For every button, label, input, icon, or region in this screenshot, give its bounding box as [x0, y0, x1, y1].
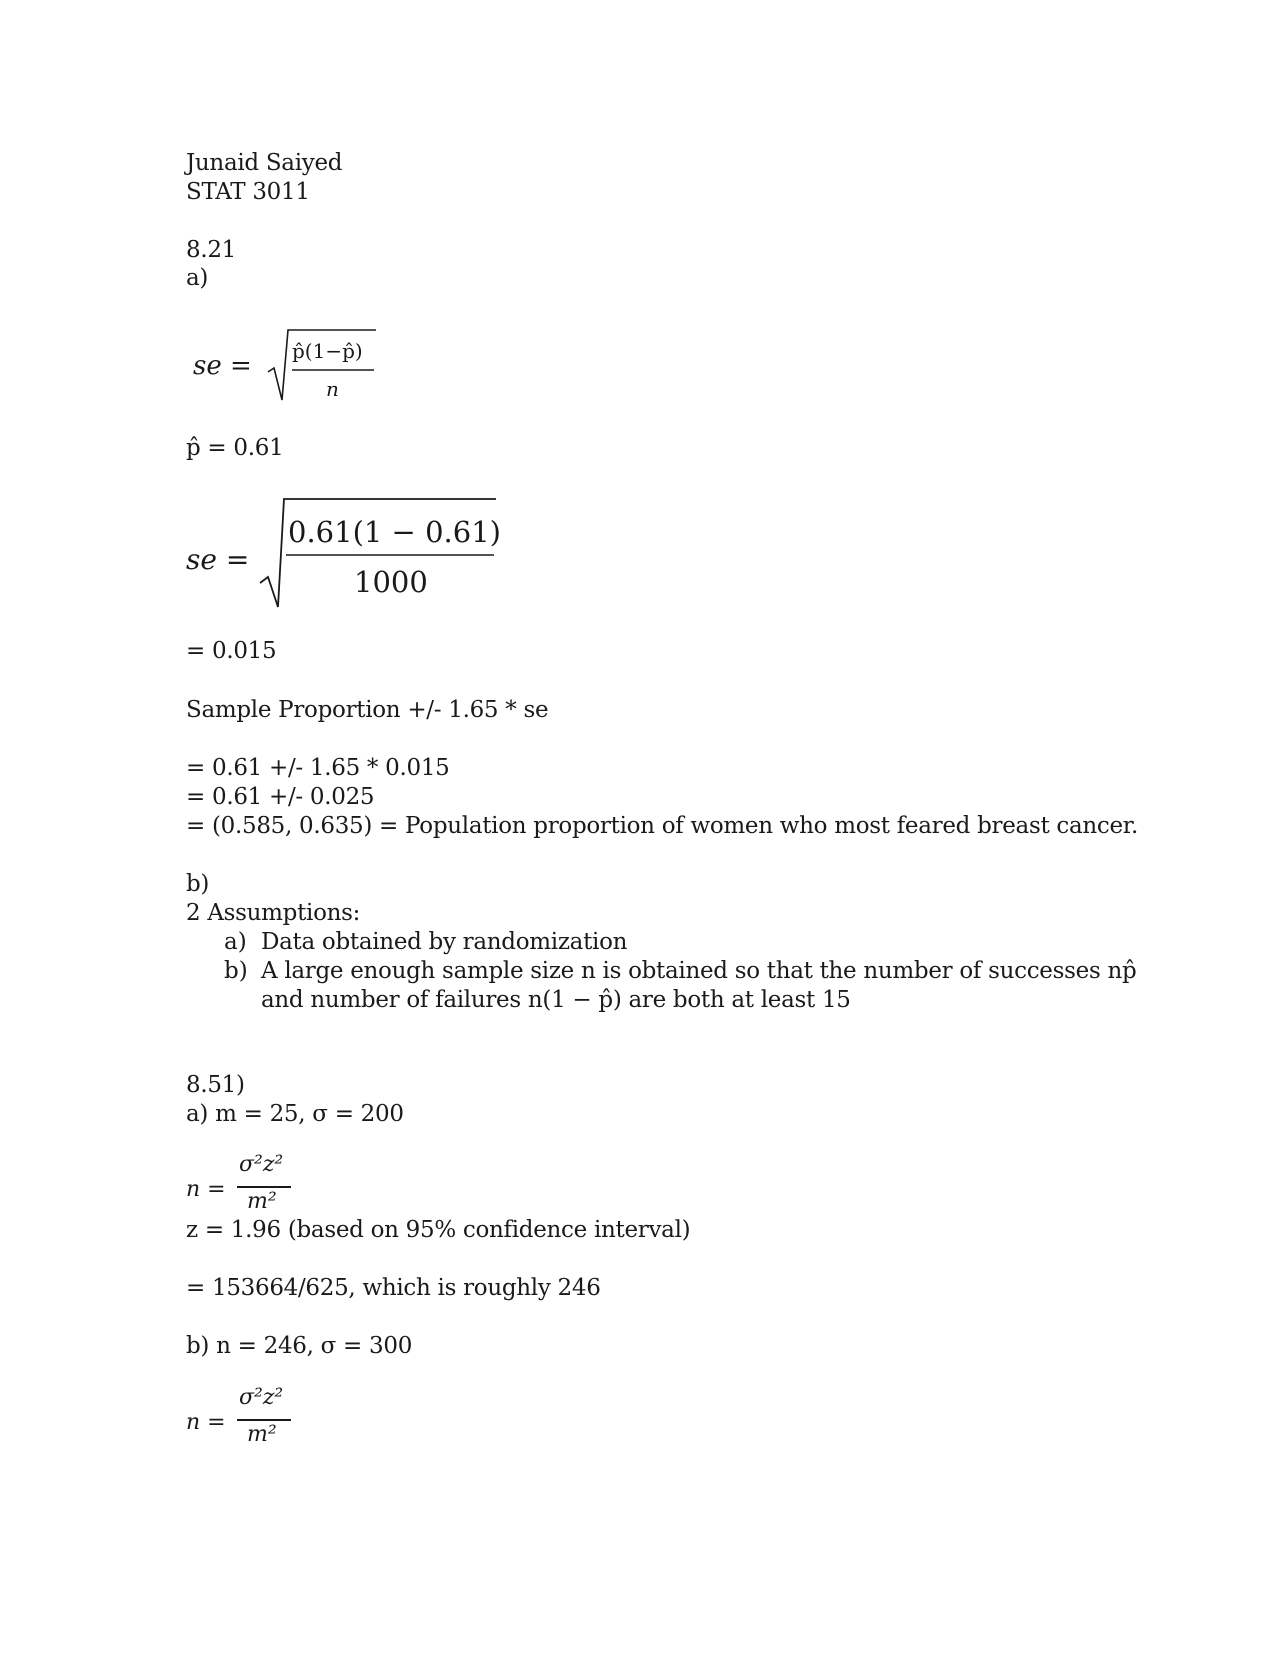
- phat-value: p̂ = 0.61: [186, 435, 284, 461]
- list-item-continuation: and number of failures n(1 − p̂) are both at least 15: [261, 987, 851, 1013]
- sqrt-symbol: [266, 326, 378, 404]
- author-name: Junaid Saiyed: [186, 150, 343, 176]
- ci-formula: Sample Proportion +/- 1.65 * se: [186, 697, 549, 723]
- ci-step: = 0.61 +/- 0.025: [186, 784, 375, 810]
- se-sub-lhs: se =: [186, 543, 250, 576]
- given-values: b) n = 246, σ = 300: [186, 1333, 413, 1359]
- n-formula-denominator: m²: [247, 1422, 277, 1447]
- fraction-bar: [237, 1186, 291, 1188]
- n-formula-numerator: σ²z²: [239, 1152, 284, 1177]
- course-code: STAT 3011: [186, 179, 310, 205]
- n-formula-numerator: σ²z²: [239, 1385, 284, 1410]
- list-marker: a): [224, 929, 247, 955]
- n-formula-denominator: m²: [247, 1189, 277, 1214]
- n-formula-lhs: n =: [186, 1410, 226, 1435]
- fraction-bar: [237, 1419, 291, 1421]
- part-label: b): [186, 871, 210, 897]
- problem-number: 8.21: [186, 237, 237, 263]
- list-item: Data obtained by randomization: [261, 929, 628, 955]
- se-formula-numerator: p̂(1−p̂): [292, 339, 363, 363]
- problem-number: 8.51): [186, 1072, 245, 1098]
- n-formula-lhs: n =: [186, 1177, 226, 1202]
- assumptions-heading: 2 Assumptions:: [186, 900, 361, 926]
- se-sub-denominator: 1000: [354, 565, 428, 599]
- n-result: = 153664/625, which is roughly 246: [186, 1275, 601, 1301]
- ci-step: = 0.61 +/- 1.65 * 0.015: [186, 755, 450, 781]
- z-note: z = 1.96 (based on 95% confidence interval): [186, 1217, 691, 1243]
- se-formula-denominator: n: [326, 377, 339, 401]
- se-sub-numerator: 0.61(1 − 0.61): [288, 515, 501, 549]
- part-label: a): [186, 265, 209, 291]
- list-marker: b): [224, 958, 248, 984]
- given-values: a) m = 25, σ = 200: [186, 1101, 404, 1127]
- ci-result: = (0.585, 0.635) = Population proportion of women who most feared breast cancer.: [186, 813, 1138, 839]
- se-result: = 0.015: [186, 638, 277, 664]
- list-item: A large enough sample size n is obtained so that the number of successes np̂: [261, 958, 1137, 984]
- se-formula-lhs: se =: [193, 351, 252, 381]
